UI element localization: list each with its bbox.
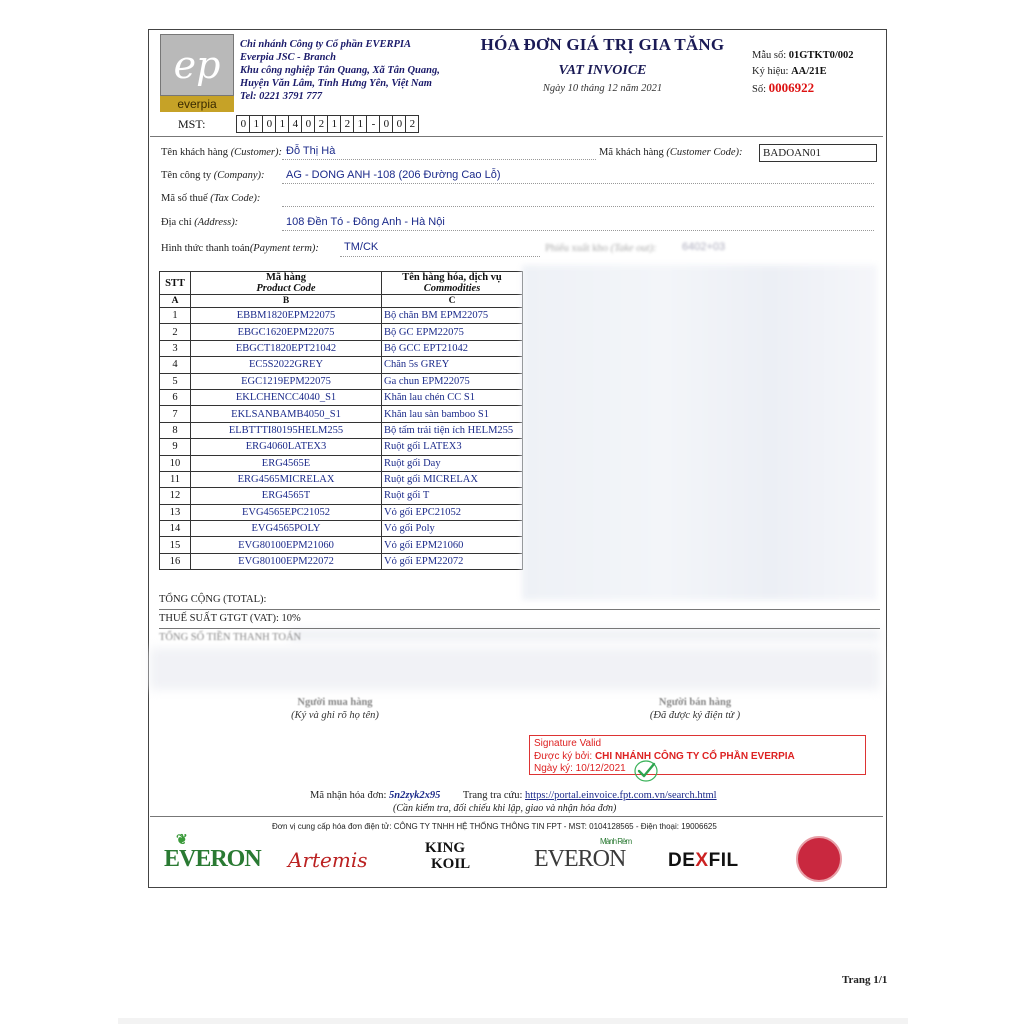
number-label: Số: [752, 84, 767, 95]
row-name: Bộ GC EPM22075 [382, 324, 523, 340]
everpia-logo-text: everpia [160, 96, 234, 112]
table-row [160, 324, 523, 340]
mst-digit: 2 [340, 115, 354, 133]
seller-sign-label: Người bán hàng [658, 697, 732, 708]
row-name: Vỏ gối EPM22072 [382, 553, 523, 569]
takeout-label: Phiếu xuất kho (Take out): [545, 243, 657, 254]
address-value: 108 Đền Tó - Đông Anh - Hà Nội [286, 216, 445, 228]
digital-signature-box [529, 735, 866, 775]
row-stt: 13 [160, 504, 191, 520]
company-line [282, 183, 874, 184]
mst-digit: 0 [262, 115, 276, 133]
row-stt: 8 [160, 422, 191, 438]
mst-digit: 0 [236, 115, 250, 133]
king-koil-logo: KING KOIL [425, 840, 471, 872]
table-row [160, 471, 523, 487]
row-stt: 9 [160, 439, 191, 455]
row-code: ERG4565T [191, 488, 382, 504]
items-table [159, 271, 523, 570]
row-name: Chăn 5s GREY [382, 357, 523, 373]
artemis-logo: Artemis [288, 848, 368, 872]
mst-digit: 0 [301, 115, 315, 133]
total-label: TỔNG CỘNG (TOTAL): [159, 594, 267, 605]
title-en: VAT INVOICE [558, 63, 647, 78]
buyer-label: Người mua hàng [297, 697, 373, 708]
row-code: EBBM1820EPM22075 [191, 308, 382, 324]
row-code: ERG4565E [191, 455, 382, 471]
mst-digit: 1 [249, 115, 263, 133]
row-name: Vỏ gối EPC21052 [382, 504, 523, 520]
form-label: Mẫu số: [752, 50, 787, 61]
row-stt: 16 [160, 553, 191, 569]
table-row [160, 455, 523, 471]
seller-address-1: Khu công nghiệp Tân Quang, Xã Tân Quang, [240, 65, 440, 76]
row-code: EKLCHENCC4040_S1 [191, 389, 382, 405]
vat-divider [159, 628, 880, 629]
table-row [160, 537, 523, 553]
mst-label: MST: [178, 116, 206, 131]
mst-digit: 4 [288, 115, 302, 133]
table-row [160, 357, 523, 373]
company-label: Tên công ty (Company): [161, 170, 265, 181]
table-row [160, 340, 523, 356]
row-code: ELBTTTI80195HELM255 [191, 422, 382, 438]
seller-address-2: Huyện Văn Lâm, Tỉnh Hưng Yên, Việt Nam [240, 78, 432, 89]
row-name: Ruột gối Day [382, 455, 523, 471]
everpia-logo [160, 34, 234, 110]
leaf-icon: ❦ [176, 833, 187, 848]
row-stt: 15 [160, 537, 191, 553]
invoice-number: 0006922 [768, 80, 815, 95]
seller-sign-sub: (Đã được ký điện tử ) [649, 710, 741, 721]
row-name: Khăn lau sàn bamboo S1 [382, 406, 523, 422]
row-stt: 4 [160, 357, 191, 373]
payment-label: Hình thức thanh toán(Payment term): [161, 243, 319, 254]
form-value: 01GTKT0/002 [788, 50, 854, 61]
title-vn: HÓA ĐƠN GIÁ TRỊ GIA TĂNG [480, 35, 725, 54]
row-name: Bộ tấm trải tiện ích HELM255 [382, 422, 523, 438]
blurred-amount-words [150, 648, 880, 690]
table-header-row [160, 272, 523, 295]
mst-digit: 2 [314, 115, 328, 133]
row-stt: 12 [160, 488, 191, 504]
customer-name-value: Đỗ Thị Hà [286, 145, 336, 157]
row-code: ERG4565MICRELAX [191, 471, 382, 487]
row-name: Vỏ gối Poly [382, 521, 523, 537]
seller-info [240, 38, 440, 103]
row-code: EVG4565POLY [191, 521, 382, 537]
row-code: EC5S2022GREY [191, 357, 382, 373]
tax-code-label: Mã số thuế (Tax Code): [161, 193, 261, 204]
table-row [160, 521, 523, 537]
row-name: Ruột gối T [382, 488, 523, 504]
mst-digit: - [366, 115, 380, 133]
row-code: EKLSANBAMB4050_S1 [191, 406, 382, 422]
seller-tax-code [178, 115, 419, 133]
lookup-url-label: Trang tra cứu: [462, 790, 523, 801]
lookup-code-label: Mã nhận hóa đơn: [310, 790, 387, 801]
table-row [160, 439, 523, 455]
everpia-logo-mark: ep [160, 34, 234, 96]
payment-value: TM/CK [344, 241, 379, 253]
mst-digit-boxes [237, 115, 419, 133]
everon-logo: ❦ EVERON [164, 833, 261, 872]
letter-c: C [382, 295, 523, 308]
lookup-url-link[interactable]: https://portal.einvoice.fpt.com.vn/search.html [525, 790, 717, 801]
header-name: Tên hàng hóa, dịch vụ Commodities [382, 272, 523, 295]
mst-digit: 1 [327, 115, 341, 133]
table-body [160, 308, 523, 570]
table-row [160, 553, 523, 569]
table-row [160, 389, 523, 405]
address-label: Địa chỉ (Address): [161, 217, 239, 228]
row-code: EVG80100EPM22072 [191, 553, 382, 569]
table-row [160, 406, 523, 422]
row-stt: 11 [160, 471, 191, 487]
row-stt: 10 [160, 455, 191, 471]
customer-name-line [282, 159, 596, 160]
signed-date: Ngày ký: 10/12/2021 [534, 763, 626, 774]
seller-name-vn: Chi nhánh Công ty Cổ phần EVERPIA [240, 39, 411, 50]
mst-digit: 0 [392, 115, 406, 133]
bottom-edge [118, 1018, 908, 1024]
lookup-code: 5n2zyk2x95 [389, 790, 441, 801]
row-stt: 7 [160, 406, 191, 422]
customer-code-value: BADOAN01 [759, 144, 877, 162]
invoice-date: Ngày 10 tháng 12 năm 2021 [542, 83, 663, 94]
symbol-value: AA/21E [791, 66, 827, 77]
row-name: Ruột gối MICRELAX [382, 471, 523, 487]
blurred-total-amount [290, 630, 880, 640]
row-stt: 6 [160, 389, 191, 405]
dexfil-logo: DEXFIL [668, 850, 739, 871]
comfort-badge-icon [796, 836, 842, 882]
symbol-label: Ký hiệu: [752, 66, 789, 77]
mst-digit: 2 [405, 115, 419, 133]
mst-digit: 0 [379, 115, 393, 133]
row-stt: 1 [160, 308, 191, 324]
row-name: Ruột gối LATEX3 [382, 439, 523, 455]
header-stt: STT [160, 272, 191, 295]
tax-code-line [282, 206, 874, 207]
row-code: EBGC1620EPM22075 [191, 324, 382, 340]
table-letters-row [160, 295, 523, 308]
address-line [282, 230, 874, 231]
customer-code-label: Mã khách hàng (Customer Code): [599, 147, 743, 158]
provider-divider [150, 816, 883, 817]
lookup-hint: (Cần kiểm tra, đối chiếu khi lập, giao và nhận hóa đơn) [393, 803, 617, 814]
company-value: AG - DONG ANH -108 (206 Đường Cao Lỗ) [286, 169, 501, 181]
row-name: Ga chun EPM22075 [382, 373, 523, 389]
row-name: Bộ GCC EPT21042 [382, 340, 523, 356]
signature-check-icon [634, 760, 658, 782]
customer-name-label: Tên khách hàng (Customer): [161, 147, 283, 158]
row-code: EGC1219EPM22075 [191, 373, 382, 389]
payment-line [340, 256, 540, 257]
invoice-meta [752, 48, 854, 98]
row-code: EVG80100EPM21060 [191, 537, 382, 553]
signed-by: Được ký bởi: CHI NHÁNH CÔNG TY CỔ PHẦN EVERPIA [534, 750, 795, 762]
row-code: EVG4565EPC21052 [191, 504, 382, 520]
row-stt: 3 [160, 340, 191, 356]
row-stt: 2 [160, 324, 191, 340]
header-divider [150, 136, 883, 137]
table-row [160, 488, 523, 504]
table-row [160, 422, 523, 438]
invoice-title [470, 35, 735, 94]
row-code: ERG4060LATEX3 [191, 439, 382, 455]
row-stt: 5 [160, 373, 191, 389]
signature-valid: Signature Valid [534, 738, 602, 749]
seller-tel: Tel: 0221 3791 777 [240, 91, 323, 102]
row-name: Vỏ gối EPM21060 [382, 537, 523, 553]
buyer-sub: (Ký và ghi rõ họ tên) [291, 710, 379, 721]
vat-row: THUẾ SUẤT GTGT (VAT): 10% [159, 613, 301, 624]
provider-info: Đơn vị cung cấp hóa đơn điện tử: CÔNG TY TNHH HỆ THỐNG THÔNG TIN FPT - MST: 0104128565 - Điện thoại: 19006625 [272, 822, 717, 831]
letter-a: A [160, 295, 191, 308]
table-row [160, 308, 523, 324]
letter-b: B [191, 295, 382, 308]
takeout-value: 6402+03 [682, 241, 726, 253]
mst-digit: 1 [275, 115, 289, 133]
grand-total-label: TỔNG SỐ TIỀN THANH TOÁN [159, 632, 302, 643]
invoice-lookup [310, 790, 717, 801]
page-number: Trang 1/1 [842, 974, 888, 986]
table-row [160, 504, 523, 520]
header-code: Mã hàng Product Code [191, 272, 382, 295]
seller-name-en: Everpia JSC - Branch [240, 52, 336, 63]
mst-digit: 1 [353, 115, 367, 133]
row-name: Khăn lau chén CC S1 [382, 389, 523, 405]
total-divider [159, 609, 880, 610]
row-code: EBGCT1820EPT21042 [191, 340, 382, 356]
row-stt: 14 [160, 521, 191, 537]
everon-curtain-logo: Mành Rèm EVERON [534, 837, 632, 872]
table-row [160, 373, 523, 389]
row-name: Bộ chăn BM EPM22075 [382, 308, 523, 324]
blurred-price-columns [522, 265, 877, 600]
